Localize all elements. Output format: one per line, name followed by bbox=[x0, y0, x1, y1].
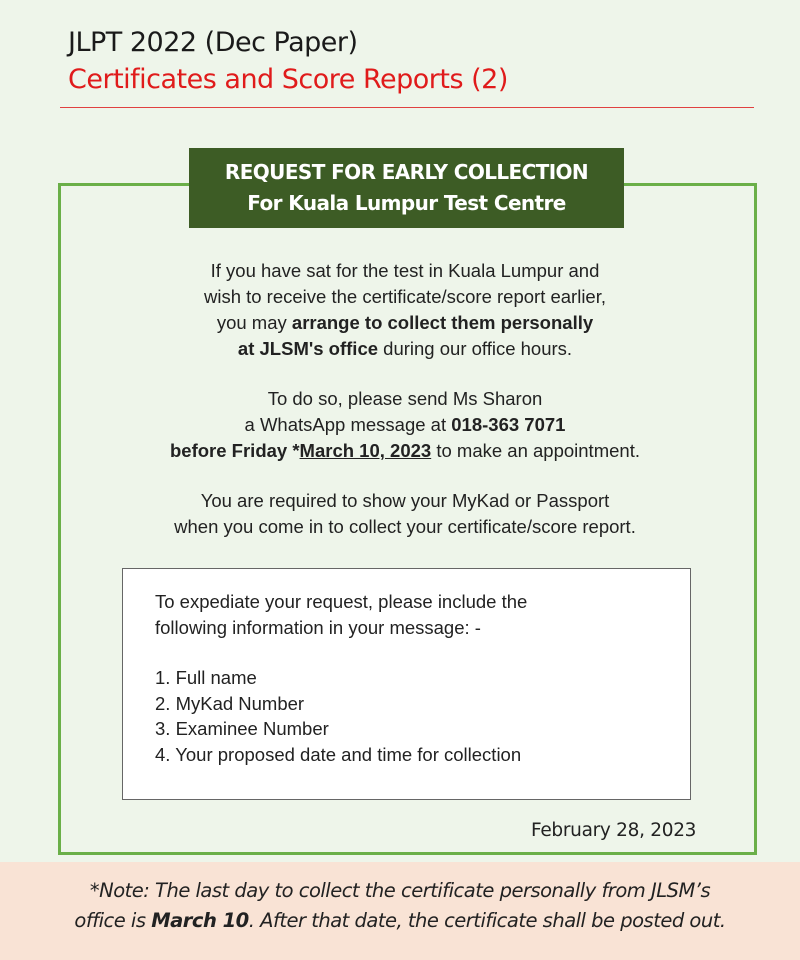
banner-subheading: For Kuala Lumpur Test Centre bbox=[247, 191, 566, 215]
instructions bbox=[80, 258, 730, 564]
text-line bbox=[80, 336, 730, 362]
page-subtitle: Certificates and Score Reports (2) bbox=[68, 64, 508, 95]
text-line bbox=[0, 906, 800, 936]
paragraph-id-requirement bbox=[80, 488, 730, 540]
paragraph-eligibility bbox=[80, 258, 730, 362]
info-box bbox=[122, 568, 691, 800]
text-line bbox=[80, 412, 730, 438]
text-line: You are required to show your MyKad or Passport bbox=[200, 490, 610, 511]
emphasis-text: arrange to collect them personally bbox=[291, 312, 594, 333]
list-item: 1. Full name bbox=[155, 667, 257, 688]
text-line: To do so, please send Ms Sharon bbox=[267, 388, 543, 409]
text-line bbox=[80, 438, 730, 464]
emphasis-text: March 10 bbox=[151, 909, 249, 932]
info-list bbox=[155, 665, 527, 767]
info-intro-line: To expediate your request, please include the bbox=[155, 591, 528, 612]
list-item: 2. MyKad Number bbox=[155, 692, 305, 714]
text-fragment: a WhatsApp message at bbox=[244, 414, 452, 435]
deadline-date: March 10, 2023 bbox=[299, 440, 432, 461]
text-line: when you come in to collect your certificate/score report. bbox=[174, 516, 636, 537]
text-line: *Note: The last day to collect the certificate personally from JLSM’s bbox=[89, 879, 711, 902]
text-fragment: you may bbox=[216, 312, 292, 333]
paragraph-contact bbox=[80, 386, 730, 464]
list-item: 3. Examinee Number bbox=[155, 718, 329, 739]
list-item: 4. Your proposed date and time for collection bbox=[155, 743, 522, 765]
text-fragment: office is bbox=[74, 909, 152, 932]
banner-heading: REQUEST FOR EARLY COLLECTION bbox=[224, 160, 589, 184]
text-fragment: during our office hours. bbox=[378, 338, 573, 359]
page-title: JLPT 2022 (Dec Paper) bbox=[68, 27, 358, 58]
section-banner bbox=[189, 148, 624, 228]
info-content bbox=[155, 589, 527, 767]
note-text bbox=[0, 876, 800, 936]
info-intro-line: following information in your message: - bbox=[155, 616, 481, 638]
title-divider bbox=[60, 107, 754, 108]
text-fragment: to make an appointment. bbox=[431, 440, 640, 461]
emphasis-text bbox=[170, 440, 431, 461]
text-line: If you have sat for the test in Kuala Lumpur and bbox=[210, 260, 600, 281]
text-fragment: . After that date, the certificate shall be posted out. bbox=[248, 909, 726, 932]
phone-number: 018-363 7071 bbox=[451, 414, 566, 435]
emphasis-text: at JLSM's office bbox=[237, 338, 379, 359]
text-fragment: before Friday * bbox=[170, 440, 300, 461]
text-line bbox=[80, 310, 730, 336]
text-line: wish to receive the certificate/score report earlier, bbox=[203, 286, 607, 307]
publish-date: February 28, 2023 bbox=[531, 820, 697, 841]
